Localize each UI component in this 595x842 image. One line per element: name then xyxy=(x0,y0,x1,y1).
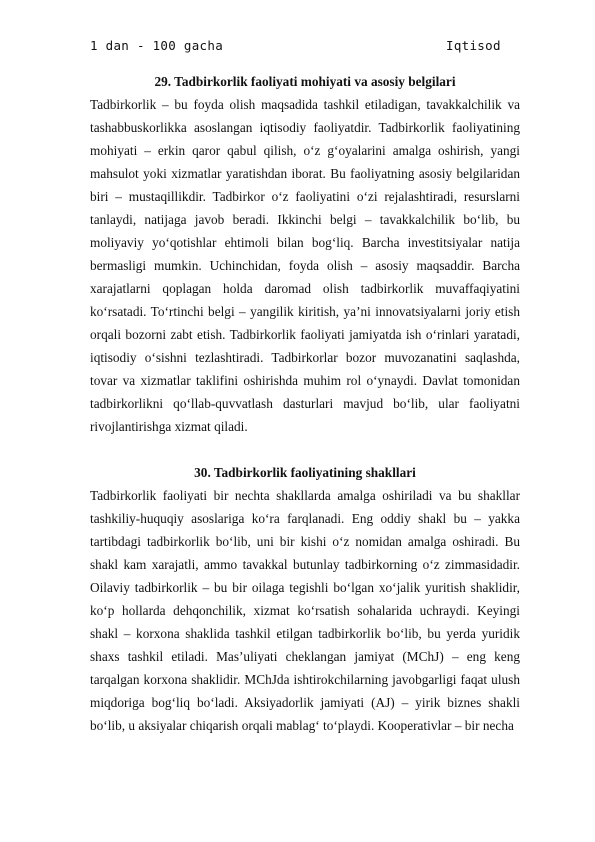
section-spacer xyxy=(90,438,520,461)
section-30-title: 30. Tadbirkorlik faoliyatining shakllari xyxy=(194,465,416,480)
header-subject: Iqtisod xyxy=(446,38,501,53)
section-29-paragraph: Tadbirkorlik – bu foyda olish maqsadida tashkil etiladigan, tavakkalchilik va tashabbuskorlikka asoslangan iqtisodiy faoliyatdir. Tadbirkorlik faoliyatining mohiyati – erkin qaror qabul qilish, o‘z g‘oyalarini amalga oshirish, yangi mahsulot yoki xizmatlar yaratishdan iborat. Bu faoliyatning asosiy belgilaridan biri – mustaqillikdir. Tadbirkor o‘z faoliyatini o‘zi rejalashtiradi, resurslarni tanlaydi, natijaga javob beradi. Ikkinchi belgi – tavakkalchilik bo‘lib, bu moliyaviy yo‘qotishlar ehtimoli bilan bog‘liq. Barcha investitsiyalar natija bermasligi mumkin. Uchinchidan, foyda olish – asosiy maqsaddir. Barcha xarajatlarni qoplagan holda daromad olish tadbirkorlik muvaffaqiyatini ko‘rsatadi. To‘rtinchi belgi – yangilik kiritish, ya’ni innovatsiyalarni joriy etish orqali bozorni zabt etish. Tadbirkorlik faoliyati jamiyatda ish o‘rinlari yaratadi, iqtisodiy o‘sishni tezlashtiradi. Tadbirkorlar bozor muvozanatini saqlashda, tovar va xizmatlar taklifini oshirishda muhim rol o‘ynaydi. Davlat tomonidan tadbirkorlikni qo‘llab-quvvatlash dasturlari mavjud bo‘lib, ular faoliyatni rivojlantirishga xizmat qiladi. xyxy=(90,97,520,434)
document-body xyxy=(90,70,520,737)
running-header xyxy=(90,38,520,58)
section-29-title: 29. Tadbirkorlik faoliyati mohiyati va asosiy belgilari xyxy=(154,74,456,89)
header-page-range: 1 dan - 100 gacha xyxy=(90,38,224,53)
section-30-paragraph: Tadbirkorlik faoliyati bir nechta shakllarda amalga oshiriladi va bu shakllar tashkiliy-huquqiy asoslariga ko‘ra farqlanadi. Eng oddiy shakl bu – yakka tartibdagi tadbirkorlik bo‘lib, uni bir kishi o‘z nomidan amalga oshiradi. Bu shakl kam xarajatli, ammo tavakkal butunlay tadbirkorning o‘z zimmasidadir. Oilaviy tadbirkorlik – bu bir oilaga tegishli bo‘lgan xo‘jalik yuritish shaklidir, ko‘p hollarda dehqonchilik, xizmat ko‘rsatish sohalarida uchraydi. Keyingi shakl – korxona shaklida tashkil etilgan tadbirkorlik bo‘lib, bu yerda yuridik shaxs tashkil etiladi. Mas’uliyati cheklangan jamiyat (MChJ) – eng keng tarqalgan korxona shaklidir. MChJda ishtirokchilarning javobgarligi faqat ulush miqdoriga bog‘liq bo‘ladi. Aksiyadorlik jamiyati (AJ) – yirik biznes shakli bo‘lib, u aksiyalar chiqarish orqali mablag‘ to‘playdi. Kooperativlar – bir necha xyxy=(90,488,520,733)
